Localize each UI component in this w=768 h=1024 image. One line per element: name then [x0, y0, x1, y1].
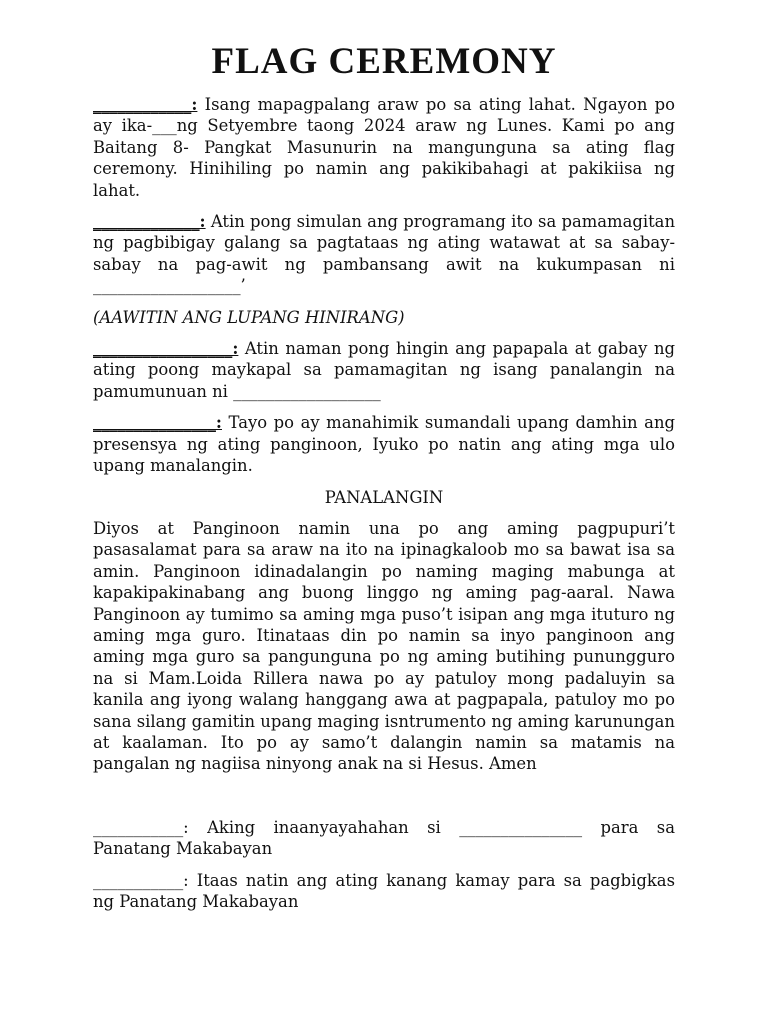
spacer: [93, 785, 675, 817]
paragraph-text: Isang mapagpalang araw po sa ating lahat. Ngayon po ay ika-___ng Setyembre taong 2024 araw ng Lunes. Kami po ang Baitang 8- Pangkat Masunurin na mangunguna sa ating flag ceremony. Hinihiling po namin ang pakikibahagi at pakikiisa ng lahat.: [93, 95, 675, 200]
opening-paragraph: [93, 94, 675, 201]
paragraph-text: Tayo po ay manahimik sumandali upang damhin ang presensya ng ating panginoon, Iyuko po natin ang ating mga ulo upang manalangin.: [93, 413, 675, 476]
anthem-intro-paragraph: [93, 211, 675, 297]
pledge-instruction-paragraph: ___________: Itaas natin ang ating kanang kamay para sa pagbigkas ng Panatang Makabayan: [93, 870, 675, 911]
anthem-instruction: (AAWITIN ANG LUPANG HINIRANG): [93, 307, 405, 327]
speaker-blank: _____________:: [93, 212, 206, 232]
paragraph-text: Atin pong simulan ang programang ito sa pamamagitan ng pagbibigay galang sa pagtataas ng ating watawat at sa sabay-sabay na pag-awit ng pambansang awit na kukumpasan ni __________________’: [93, 212, 675, 296]
document-page: [93, 40, 675, 922]
speaker-blank: ____________:: [93, 95, 198, 114]
pledge-invite-paragraph: ___________: Aking inaanyayahahan si _______________ para sa Panatang Makabayan: [93, 817, 675, 859]
prayer-text: Diyos at Panginoon namin una po ang aming pagpupuri’t pasasalamat para sa araw na ito na ipinagkaloob mo sa bawat isa sa amin. Panginoon idinadalangin po naming maging mabunga at kapakipakinabang ang buong linggo ng aming pag-aaral. Nawa Panginoon ay tumimo sa aming mga puso’t isipan ang mga ituturo ng aming mga guro. Itinataas din po namin sa inyo panginoon ang aming mga guro sa pangunguna po ng aming butihing punungguro na si Mam.Loida Rillera nawa po ay patuloy mong padaluyin sa kanila ang iyong walang hanggang awa at pagpapala, patuloy mo po sana silang gamitin upang maging isntrumento ng aming karunungan at kaalaman. Ito po ay samo’t dalangin namin sa matamis na pangalan ng nagiisa ninyong anak na si Hesus. Amen: [93, 518, 675, 774]
silence-paragraph: [93, 412, 675, 476]
speaker-blank: _______________:: [93, 413, 222, 433]
document-title: FLAG CEREMONY: [211, 41, 557, 82]
prayer-intro-paragraph: [93, 338, 675, 402]
paragraph-text: Atin naman pong hingin ang papapala at gabay ng ating poong maykapal sa pamamagitan ng isang panalangin na pamumunuan ni __________________: [93, 339, 675, 401]
prayer-heading: PANALANGIN: [324, 487, 444, 507]
speaker-blank: _________________:: [93, 339, 239, 359]
